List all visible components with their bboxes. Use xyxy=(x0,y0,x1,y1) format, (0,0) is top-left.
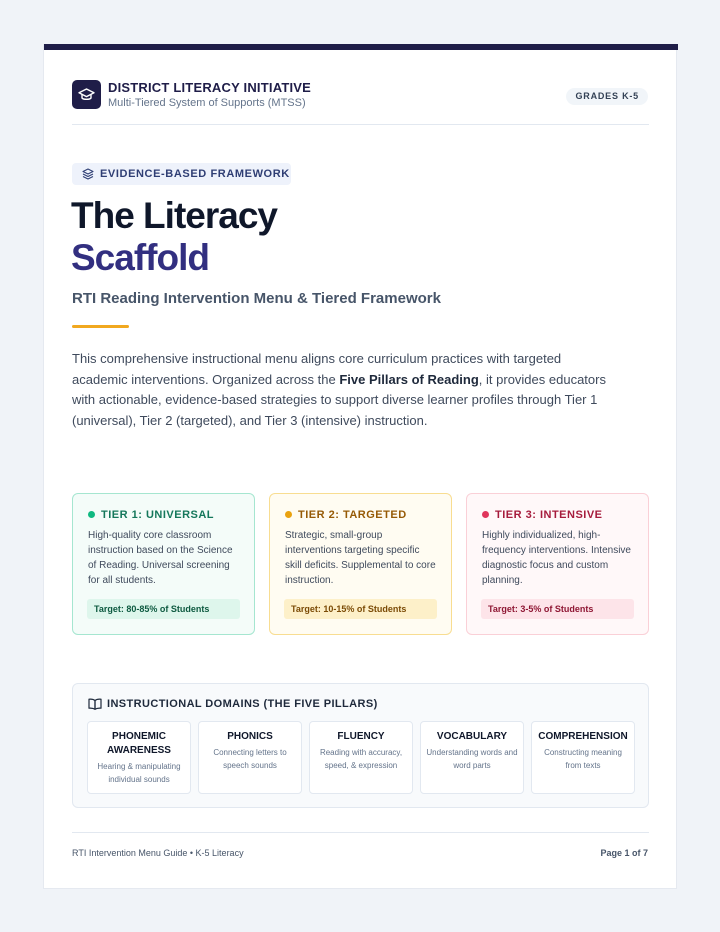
intro-bold-phrase: Five Pillars of Reading xyxy=(339,371,479,387)
tier-3-title: TIER 3: INTENSIVE xyxy=(495,508,603,521)
layers-icon xyxy=(82,168,94,180)
tier-2-card xyxy=(269,493,452,635)
domain-description: Connecting letters to speech sounds xyxy=(213,748,287,770)
domain-title: VOCABULARY xyxy=(436,731,508,742)
domain-title: COMPREHENSION xyxy=(538,731,628,742)
domains-heading: INSTRUCTIONAL DOMAINS (THE FIVE PILLARS) xyxy=(107,698,378,710)
tier-1-description: High-quality core classroom instruction based on the Science of Reading. Universal screening for all students. xyxy=(88,530,233,586)
page-number: Page 1 of 7 xyxy=(600,848,648,858)
domain-card-phonics xyxy=(198,721,302,794)
top-accent-bar xyxy=(44,44,678,50)
accent-rule xyxy=(72,325,129,328)
domain-description: Constructing meaning from texts xyxy=(544,748,622,770)
tier-1-target: Target: 80-85% of Students xyxy=(87,599,240,619)
domain-card-comprehension xyxy=(531,721,635,794)
open-book-icon xyxy=(88,698,102,710)
tier-1-card xyxy=(72,493,255,635)
tier-3-target: Target: 3-5% of Students xyxy=(481,599,634,619)
eyebrow-label: EVIDENCE-BASED FRAMEWORK xyxy=(100,168,290,180)
footer-guide-label: RTI Intervention Menu Guide • K-5 Literacy xyxy=(72,848,244,858)
domain-title: PHONEMIC AWARENESS xyxy=(107,731,171,756)
tier-2-target: Target: 10-15% of Students xyxy=(284,599,437,619)
domain-description: Understanding words and word parts xyxy=(426,748,518,770)
domain-card-phonemic-awareness xyxy=(87,721,191,794)
domain-card-vocabulary xyxy=(420,721,524,794)
tier-3-description: Highly individualized, high-frequency interventions. Intensive diagnostic focus and custom planning. xyxy=(482,530,631,586)
tier-1-title: TIER 1: UNIVERSAL xyxy=(101,508,215,521)
footer-divider xyxy=(72,832,649,833)
tier-3-dot xyxy=(482,511,489,518)
framework-eyebrow-badge xyxy=(72,163,291,185)
domain-title: PHONICS xyxy=(227,731,273,742)
page-title-line-2: Scaffold xyxy=(71,237,209,278)
graduation-cap-icon xyxy=(72,80,101,109)
tier-1-dot xyxy=(88,511,95,518)
header-divider xyxy=(72,124,649,125)
domain-card-fluency xyxy=(309,721,413,794)
tier-2-description: Strategic, small-group interventions targeting specific skill deficits. Supplemental to core instruction. xyxy=(285,530,436,586)
page-subtitle: RTI Reading Intervention Menu & Tiered Framework xyxy=(72,290,441,307)
tier-2-title: TIER 2: TARGETED xyxy=(298,508,407,521)
page-title-line-1: The Literacy xyxy=(71,195,277,236)
document-page xyxy=(43,44,677,889)
org-title: DISTRICT LITERACY INITIATIVE xyxy=(108,80,312,95)
tier-2-dot xyxy=(285,511,292,518)
domain-title: FLUENCY xyxy=(337,731,385,742)
tier-3-card xyxy=(466,493,649,635)
instructional-domains-panel xyxy=(72,683,649,808)
intro-paragraph: This comprehensive instructional menu aligns core curriculum practices with targeted academic interventions. Organized across the Five Pillars of Reading, it provides educators with actionable, evidence-based strategies to support diverse learner profiles through Tier 1 (universal), Tier 2 (targeted), and Tier 3 (intensive) instruction. xyxy=(72,351,606,428)
org-subtitle: Multi-Tiered System of Supports (MTSS) xyxy=(108,97,306,109)
domain-description: Reading with accuracy, speed, & expression xyxy=(319,748,403,770)
grades-badge: GRADES K-5 xyxy=(566,88,648,105)
domain-description: Hearing & manipulating individual sounds xyxy=(97,762,181,784)
